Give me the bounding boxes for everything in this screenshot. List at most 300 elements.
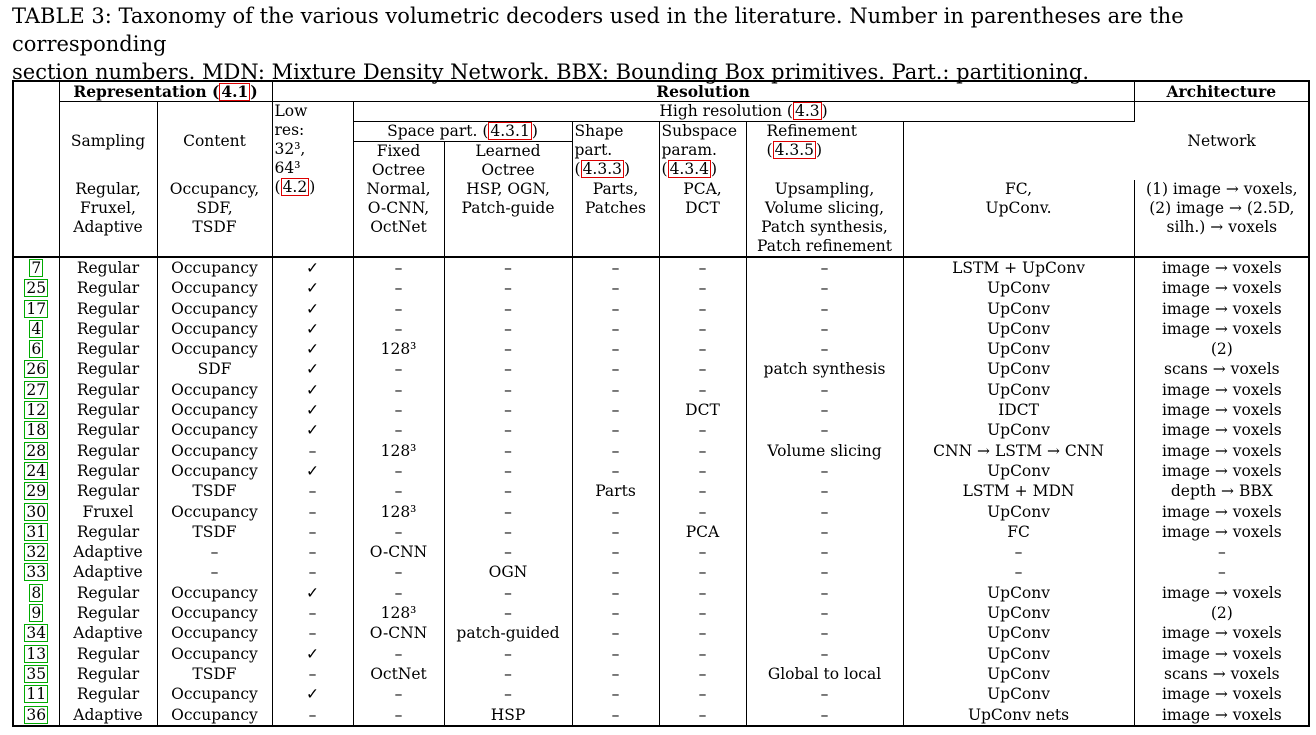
low-cell: ✓ xyxy=(272,299,353,319)
low-cell: ✓ xyxy=(272,644,353,664)
network-cell: UpConv xyxy=(903,319,1134,339)
subspace-cell: – xyxy=(659,441,746,461)
subspace-cell: – xyxy=(659,339,746,359)
network-cell: UpConv xyxy=(903,420,1134,440)
shape-cell: – xyxy=(572,257,659,278)
taxonomy-table xyxy=(12,80,1310,727)
content-cell: Occupancy xyxy=(157,441,272,461)
citation-link[interactable]: 25 xyxy=(26,279,47,298)
inter-cell: – xyxy=(1217,543,1226,562)
citation-link[interactable]: 24 xyxy=(26,461,47,480)
inter-cell: image → voxels xyxy=(1161,319,1282,338)
architecture-header: Architecture xyxy=(1134,81,1309,102)
content-cell: TSDF xyxy=(157,522,272,542)
citation-link[interactable]: 18 xyxy=(26,421,47,440)
table-caption xyxy=(12,2,1312,86)
refine-cell: – xyxy=(746,522,903,542)
refinement-header: Refinement ( 4.3.5 ) xyxy=(746,122,903,181)
sampling-cell: Regular xyxy=(59,257,157,278)
learned-cell: patch-guided xyxy=(444,623,572,643)
inter-cell: image → voxels xyxy=(1161,705,1282,724)
inter-cell: scans → voxels xyxy=(1164,664,1280,683)
low-cell: – xyxy=(272,705,353,726)
shape-cell: – xyxy=(572,441,659,461)
content-cell: – xyxy=(157,562,272,582)
network-cell: UpConv xyxy=(903,603,1134,623)
section-ref-link[interactable]: 4.2 xyxy=(282,178,308,196)
subspace-cell: – xyxy=(659,603,746,623)
content-cell: Occupancy xyxy=(157,684,272,704)
fixed-cell: – xyxy=(353,257,444,278)
section-ref-link[interactable]: 4.3.3 xyxy=(582,160,623,178)
subspace-cell: – xyxy=(659,278,746,298)
table-row xyxy=(13,359,1309,379)
learned-cell: – xyxy=(444,542,572,562)
learned-octree-header: Learned Octree xyxy=(444,142,572,181)
low-cell: – xyxy=(272,664,353,684)
fixed-cell: 128³ xyxy=(353,502,444,522)
learned-cell: – xyxy=(444,522,572,542)
content-cell: Occupancy xyxy=(157,461,272,481)
sampling-cell: Regular xyxy=(59,522,157,542)
refine-cell: patch synthesis xyxy=(746,359,903,379)
refine-cell: – xyxy=(746,603,903,623)
low-cell: – xyxy=(272,623,353,643)
subspace-examples: PCA, DCT xyxy=(659,180,746,257)
inter-cell: image → voxels xyxy=(1161,644,1282,663)
citation-link[interactable]: 6 xyxy=(31,340,42,359)
fixed-cell: OctNet xyxy=(353,664,444,684)
citation-cell xyxy=(13,664,59,684)
subspace-cell: – xyxy=(659,684,746,704)
sampling-cell: Regular xyxy=(59,359,157,379)
citation-link[interactable]: 12 xyxy=(26,401,47,420)
refine-cell: – xyxy=(746,257,903,278)
citation-cell xyxy=(13,420,59,440)
content-cell: Occupancy xyxy=(157,278,272,298)
refine-cell: – xyxy=(746,400,903,420)
inter-cell: (2) xyxy=(1210,604,1233,623)
shape-cell: – xyxy=(572,380,659,400)
ref-header-cell xyxy=(13,81,59,257)
citation-cell xyxy=(13,623,59,643)
sampling-cell: Adaptive xyxy=(59,623,157,643)
shape-cell: – xyxy=(572,461,659,481)
section-ref-link[interactable]: 4.3.1 xyxy=(490,122,530,140)
citation-cell xyxy=(13,644,59,664)
sampling-cell: Regular xyxy=(59,420,157,440)
citation-cell xyxy=(13,684,59,704)
shape-cell: – xyxy=(572,420,659,440)
content-header: Content xyxy=(157,102,272,181)
inter-cell: image → voxels xyxy=(1161,522,1282,541)
space-part-header: Space part. ( 4.3.1 ) xyxy=(353,122,572,142)
table-row xyxy=(13,583,1309,603)
citation-cell xyxy=(13,441,59,461)
sampling-cell: Adaptive xyxy=(59,542,157,562)
learned-cell: – xyxy=(444,400,572,420)
table-row xyxy=(13,522,1309,542)
table-row xyxy=(13,542,1309,562)
learned-cell: – xyxy=(444,481,572,501)
network-cell: UpConv xyxy=(903,502,1134,522)
caption-line-2: section numbers. MDN: Mixture Density Network. BBX: Bounding Box primitives. Part.: partitioning. xyxy=(12,60,1090,84)
low-res-header: Low res: 32³, 64³ ( 4.2 ) xyxy=(272,102,353,258)
intermediation-examples: (1) image → voxels, (2) image → (2.5D, silh.) → voxels xyxy=(1146,180,1298,236)
sampling-cell: Regular xyxy=(59,299,157,319)
learned-cell: – xyxy=(444,299,572,319)
refine-cell: – xyxy=(746,623,903,643)
fixed-cell: – xyxy=(353,299,444,319)
table-row xyxy=(13,339,1309,359)
shape-cell: Parts xyxy=(572,481,659,501)
fixed-cell: – xyxy=(353,359,444,379)
shape-cell: – xyxy=(572,339,659,359)
shape-cell: – xyxy=(572,542,659,562)
citation-link[interactable]: 17 xyxy=(26,299,47,318)
subspace-cell: – xyxy=(659,623,746,643)
refine-cell: – xyxy=(746,299,903,319)
network-cell: UpConv xyxy=(903,278,1134,298)
caption-line-1: TABLE 3: Taxonomy of the various volumetric decoders used in the literature. Number in parentheses are the corresponding xyxy=(12,4,1184,56)
network-cell: UpConv xyxy=(903,644,1134,664)
low-cell: ✓ xyxy=(272,257,353,278)
network-cell: UpConv xyxy=(903,684,1134,704)
network-cell: IDCT xyxy=(903,400,1134,420)
learned-cell: – xyxy=(444,380,572,400)
citation-link[interactable]: 35 xyxy=(26,664,47,683)
content-cell: Occupancy xyxy=(157,420,272,440)
section-ref-link[interactable]: 4.3.4 xyxy=(669,160,710,178)
sampling-cell: Regular xyxy=(59,380,157,400)
sampling-cell: Regular xyxy=(59,603,157,623)
citation-link[interactable]: 29 xyxy=(26,482,47,501)
learned-cell: – xyxy=(444,359,572,379)
inter-cell: scans → voxels xyxy=(1164,360,1280,379)
fixed-octree-header: Fixed Octree xyxy=(353,142,444,181)
learned-cell: – xyxy=(444,664,572,684)
fixed-cell: O-CNN xyxy=(353,623,444,643)
subspace-cell: – xyxy=(659,461,746,481)
refine-cell: – xyxy=(746,461,903,481)
subspace-cell: – xyxy=(659,359,746,379)
sampling-cell: Adaptive xyxy=(59,705,157,726)
table-row xyxy=(13,278,1309,298)
shape-part-header: Shape part. ( 4.3.3 ) xyxy=(572,122,659,181)
subspace-cell: – xyxy=(659,583,746,603)
citation-link[interactable]: 31 xyxy=(26,522,47,541)
inter-cell: depth → BBX xyxy=(1170,482,1273,501)
table-row xyxy=(13,257,1309,278)
learned-cell: – xyxy=(444,684,572,704)
content-cell: Occupancy xyxy=(157,502,272,522)
low-cell: ✓ xyxy=(272,400,353,420)
inter-cell: image → voxels xyxy=(1161,380,1282,399)
fixed-cell: – xyxy=(353,644,444,664)
table-row xyxy=(13,380,1309,400)
low-cell: – xyxy=(272,481,353,501)
refine-cell: – xyxy=(746,705,903,726)
learned-cell: – xyxy=(444,278,572,298)
sampling-cell: Regular xyxy=(59,644,157,664)
content-cell: Occupancy xyxy=(157,339,272,359)
section-ref-link[interactable]: 4.3.5 xyxy=(774,141,815,159)
fixed-cell: 128³ xyxy=(353,603,444,623)
citation-link[interactable]: 4 xyxy=(31,319,42,338)
subspace-cell: – xyxy=(659,542,746,562)
network-cell: UpConv xyxy=(903,359,1134,379)
low-cell: – xyxy=(272,603,353,623)
citation-cell xyxy=(13,339,59,359)
learned-cell: – xyxy=(444,339,572,359)
section-ref-link[interactable]: 4.3 xyxy=(794,102,820,120)
subspace-cell: – xyxy=(659,481,746,501)
shape-part-examples: Parts, Patches xyxy=(572,180,659,257)
fixed-cell: – xyxy=(353,583,444,603)
citation-link[interactable]: 33 xyxy=(26,563,47,582)
fixed-cell: – xyxy=(353,420,444,440)
refine-cell: Volume slicing xyxy=(746,441,903,461)
citation-cell xyxy=(13,603,59,623)
subspace-cell: – xyxy=(659,299,746,319)
subspace-cell: – xyxy=(659,257,746,278)
network-cell: UpConv xyxy=(903,583,1134,603)
shape-cell: – xyxy=(572,623,659,643)
refine-cell: – xyxy=(746,420,903,440)
sampling-cell: Regular xyxy=(59,684,157,704)
network-header: Network xyxy=(1134,102,1309,181)
subspace-cell: DCT xyxy=(659,400,746,420)
fixed-cell: 128³ xyxy=(353,339,444,359)
subspace-cell: – xyxy=(659,562,746,582)
network-cell: UpConv xyxy=(903,380,1134,400)
citation-cell xyxy=(13,278,59,298)
learned-cell: OGN xyxy=(444,562,572,582)
refine-cell: Global to local xyxy=(746,664,903,684)
subspace-cell: PCA xyxy=(659,522,746,542)
citation-cell xyxy=(13,481,59,501)
fixed-cell: – xyxy=(353,481,444,501)
sampling-cell: Regular xyxy=(59,400,157,420)
refine-cell: – xyxy=(746,644,903,664)
content-cell: Occupancy xyxy=(157,380,272,400)
sampling-cell: Regular xyxy=(59,278,157,298)
citation-cell xyxy=(13,299,59,319)
low-cell: ✓ xyxy=(272,684,353,704)
content-cell: Occupancy xyxy=(157,603,272,623)
fixed-cell: – xyxy=(353,705,444,726)
sampling-cell: Regular xyxy=(59,319,157,339)
table-row xyxy=(13,400,1309,420)
citation-link[interactable]: 28 xyxy=(26,441,47,460)
citation-link[interactable]: 13 xyxy=(26,644,47,663)
citation-cell xyxy=(13,542,59,562)
content-cell: Occupancy xyxy=(157,623,272,643)
shape-cell: – xyxy=(572,705,659,726)
citation-link[interactable]: 7 xyxy=(31,259,42,277)
fixed-cell: – xyxy=(353,380,444,400)
taxonomy-table-wrapper xyxy=(12,80,1308,727)
table-row xyxy=(13,623,1309,643)
table-row xyxy=(13,319,1309,339)
table-row xyxy=(13,705,1309,726)
sampling-cell: Fruxel xyxy=(59,502,157,522)
refine-cell: – xyxy=(746,380,903,400)
inter-cell: image → voxels xyxy=(1161,421,1282,440)
learned-cell: – xyxy=(444,441,572,461)
shape-cell: – xyxy=(572,522,659,542)
fixed-cell: – xyxy=(353,522,444,542)
fixed-cell: – xyxy=(353,319,444,339)
citation-cell xyxy=(13,522,59,542)
low-cell: ✓ xyxy=(272,380,353,400)
inter-cell: image → voxels xyxy=(1161,299,1282,318)
citation-link[interactable]: 9 xyxy=(31,604,42,623)
shape-cell: – xyxy=(572,562,659,582)
table-row xyxy=(13,481,1309,501)
inter-cell: image → voxels xyxy=(1161,279,1282,298)
subspace-cell: – xyxy=(659,502,746,522)
citation-link[interactable]: 30 xyxy=(26,502,47,521)
sampling-cell: Regular xyxy=(59,441,157,461)
network-cell: UpConv xyxy=(903,664,1134,684)
content-examples: Occupancy, SDF, TSDF xyxy=(157,180,272,257)
refine-cell: – xyxy=(746,481,903,501)
network-cell: UpConv xyxy=(903,623,1134,643)
inter-cell: (2) xyxy=(1210,340,1233,359)
refine-cell: – xyxy=(746,319,903,339)
table-row xyxy=(13,562,1309,582)
citation-cell xyxy=(13,380,59,400)
citation-link[interactable]: 34 xyxy=(26,624,47,643)
refine-cell: – xyxy=(746,502,903,522)
low-cell: – xyxy=(272,441,353,461)
network-cell: LSTM + UpConv xyxy=(903,257,1134,278)
content-cell: Occupancy xyxy=(157,644,272,664)
sampling-header: Sampling xyxy=(59,102,157,181)
inter-cell: image → voxels xyxy=(1161,441,1282,460)
low-cell: ✓ xyxy=(272,359,353,379)
content-cell: TSDF xyxy=(157,664,272,684)
network-cell: LSTM + MDN xyxy=(903,481,1134,501)
shape-cell: – xyxy=(572,664,659,684)
fixed-cell: – xyxy=(353,562,444,582)
content-cell: Occupancy xyxy=(157,299,272,319)
network-cell: UpConv xyxy=(903,339,1134,359)
citation-link[interactable]: 11 xyxy=(26,685,47,704)
citation-cell xyxy=(13,583,59,603)
subspace-cell: – xyxy=(659,664,746,684)
subspace-cell: – xyxy=(659,319,746,339)
subspace-cell: – xyxy=(659,420,746,440)
network-examples: FC, UpConv. xyxy=(903,180,1134,257)
low-cell: – xyxy=(272,522,353,542)
citation-cell xyxy=(13,257,59,278)
learned-cell: HSP xyxy=(444,705,572,726)
table-row xyxy=(13,644,1309,664)
learned-cell: – xyxy=(444,603,572,623)
learned-cell: – xyxy=(444,420,572,440)
sampling-cell: Regular xyxy=(59,461,157,481)
subspace-cell: – xyxy=(659,380,746,400)
resolution-header: Resolution xyxy=(272,81,1134,102)
sampling-cell: Adaptive xyxy=(59,562,157,582)
high-res-header: High resolution ( 4.3 ) xyxy=(353,102,1134,122)
table-row xyxy=(13,603,1309,623)
shape-cell: – xyxy=(572,299,659,319)
fixed-cell: – xyxy=(353,461,444,481)
low-cell: – xyxy=(272,542,353,562)
fixed-cell: – xyxy=(353,684,444,704)
shape-cell: – xyxy=(572,603,659,623)
learned-cell: – xyxy=(444,319,572,339)
table-row xyxy=(13,684,1309,704)
citation-cell xyxy=(13,359,59,379)
citation-link[interactable]: 36 xyxy=(26,705,47,724)
inter-cell: image → voxels xyxy=(1161,685,1282,704)
citation-cell xyxy=(13,705,59,726)
section-ref-link[interactable]: 4.1 xyxy=(221,82,249,101)
low-cell: ✓ xyxy=(272,339,353,359)
low-cell: ✓ xyxy=(272,461,353,481)
network-cell: CNN → LSTM → CNN xyxy=(903,441,1134,461)
inter-cell: image → voxels xyxy=(1161,401,1282,420)
table-row xyxy=(13,664,1309,684)
table-header xyxy=(13,81,1309,257)
network-cell: – xyxy=(903,562,1134,582)
learned-cell: – xyxy=(444,583,572,603)
citation-cell xyxy=(13,502,59,522)
content-cell: Occupancy xyxy=(157,257,272,278)
refine-cell: – xyxy=(746,542,903,562)
refine-cell: – xyxy=(746,562,903,582)
network-cell: UpConv nets xyxy=(903,705,1134,726)
refine-cell: – xyxy=(746,278,903,298)
sampling-cell: Regular xyxy=(59,339,157,359)
low-cell: – xyxy=(272,502,353,522)
inter-cell: image → voxels xyxy=(1161,502,1282,521)
shape-cell: – xyxy=(572,319,659,339)
refine-cell: – xyxy=(746,684,903,704)
citation-link[interactable]: 8 xyxy=(31,583,42,602)
content-cell: Occupancy xyxy=(157,400,272,420)
inter-cell: image → voxels xyxy=(1161,461,1282,480)
sampling-cell: Regular xyxy=(59,664,157,684)
fixed-cell: 128³ xyxy=(353,441,444,461)
citation-cell xyxy=(13,319,59,339)
citation-link[interactable]: 32 xyxy=(26,543,47,562)
low-cell: ✓ xyxy=(272,583,353,603)
network-cell: UpConv xyxy=(903,299,1134,319)
content-cell: Occupancy xyxy=(157,319,272,339)
content-cell: – xyxy=(157,542,272,562)
inter-cell: image → voxels xyxy=(1134,257,1309,278)
shape-cell: – xyxy=(572,359,659,379)
learned-cell: – xyxy=(444,502,572,522)
table-row xyxy=(13,502,1309,522)
content-cell: TSDF xyxy=(157,481,272,501)
learned-octree-examples: HSP, OGN, Patch-guide xyxy=(444,180,572,257)
citation-link[interactable]: 27 xyxy=(26,380,47,399)
low-cell: ✓ xyxy=(272,319,353,339)
representation-header: Representation ( 4.1 ) xyxy=(59,81,272,102)
table-row xyxy=(13,441,1309,461)
shape-cell: – xyxy=(572,684,659,704)
refine-cell: – xyxy=(746,583,903,603)
table-row xyxy=(13,461,1309,481)
citation-link[interactable]: 26 xyxy=(26,360,47,379)
table-body xyxy=(13,257,1309,726)
